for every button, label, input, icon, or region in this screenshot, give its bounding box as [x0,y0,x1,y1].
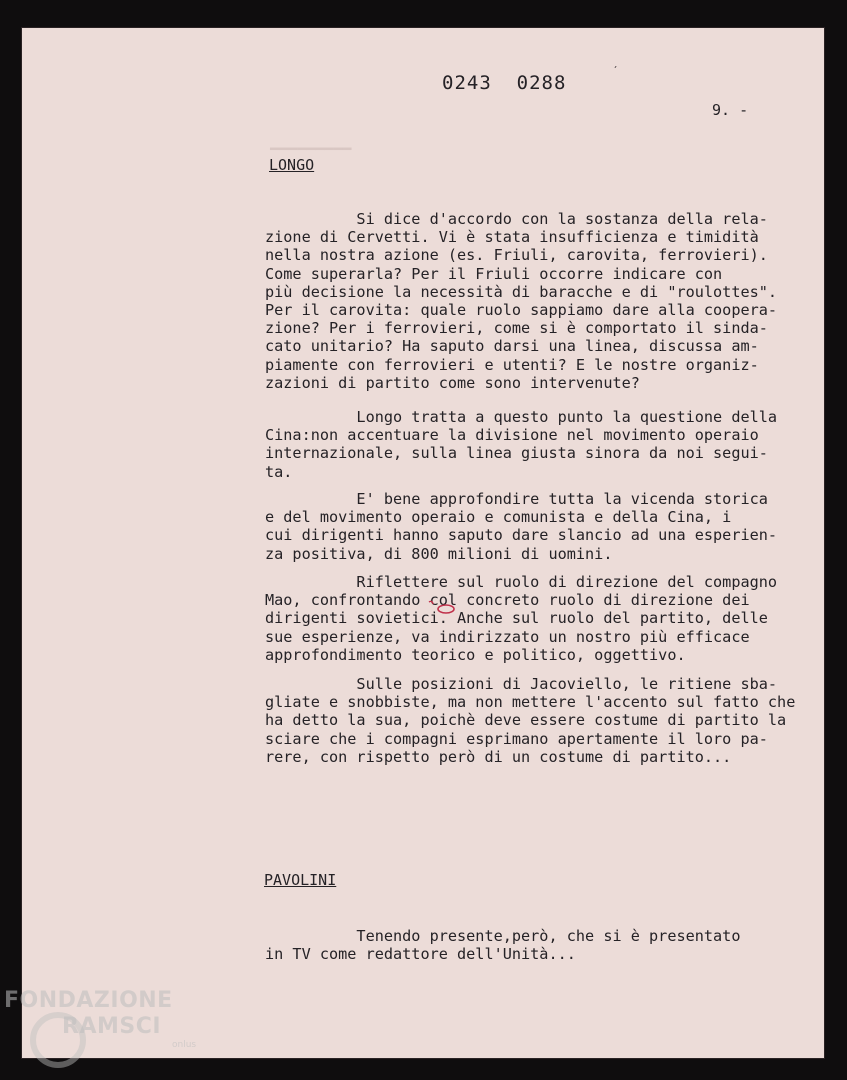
pen-tick-mark: ˊ [612,64,620,78]
watermark-line: FONDAZIONE [4,988,173,1013]
document-page [22,28,824,1058]
paragraph: Sulle posizioni di Jacoviello, le ritiene sba- gliate e snobbiste, ma non mettere l'accento sul fatto che ha detto la sua, poichè deve essere costume di partito la sciare che i compagni esprimano apertamente il loro pa- rere, con rispetto però di un costume di partito... [265,675,796,766]
section-heading-pavolini: PAVOLINI [264,871,337,889]
document-number: 0243 0288 [442,72,567,94]
section-heading-longo: LONGO [269,156,315,174]
paragraph: Si dice d'accordo con la sostanza della rela- zione di Cervetti. Vi è stata insufficienza e timidità nella nostra azione (es. Friuli, carovita, ferrovieri). Come superarla? Per il Friuli occorre indicare con più decisione la necessità di baracche e di "roulottes". Per il carovita: quale ruolo sappiamo dare alla coopera- zione? Per i ferrovieri, come si è comportato il sinda- cato unitario? Ha saputo darsi una linea, discussa am- piamente con ferrovieri e utenti? E le nostre organiz- zazioni di partito come sono intervenute? [265,210,778,392]
paragraph: E' bene approfondire tutta la vicenda storica e del movimento operaio e comunista e della Cina, i cui dirigenti hanno saputo dare slancio ad una esperien- za positiva, di 800 milioni di uomini. [265,490,778,563]
paragraph: Longo tratta a questo punto la questione della Cina:non accentuare la divisione nel movimento operaio internazionale, sulla linea giusta sinora da noi segui- ta. [265,408,778,481]
paragraph: Riflettere sul ruolo di direzione del compagno Mao, confrontando col concreto ruolo di direzione dei dirigenti sovietici. Anche sul ruolo del partito, delle sue esperienze, va indirizzato un nostro più efficace approfondimento teorico e politico, oggettivo. [265,573,778,664]
page-number: 9. - [712,101,749,119]
watermark-logo [4,988,196,1050]
handwritten-correction-mark [427,600,457,614]
watermark-line: onlus [172,1040,197,1050]
bleed-through-text: ━━━━━━━━━ [270,140,352,158]
watermark-line: RAMSCI [62,1014,162,1039]
paragraph: Tenendo presente,però, che si è presentato in TV come redattore dell'Unità... [265,927,741,964]
